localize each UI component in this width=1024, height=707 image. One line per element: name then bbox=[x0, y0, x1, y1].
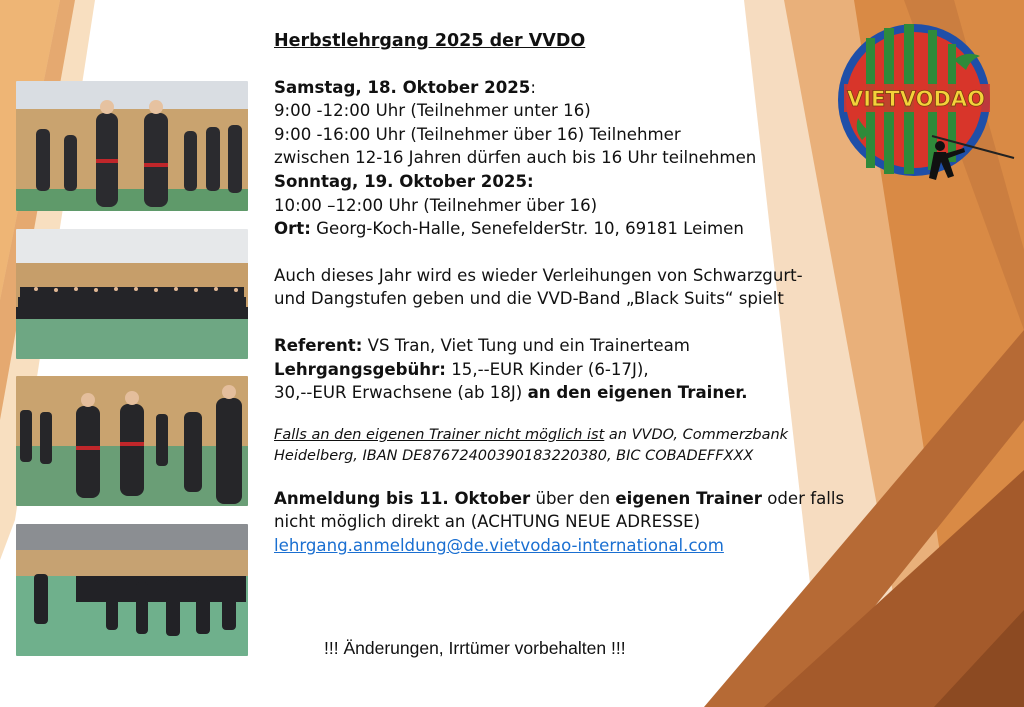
vietvodao-logo-icon bbox=[836, 20, 1016, 202]
page-title: Herbstlehrgang 2025 der VVDO bbox=[274, 31, 586, 51]
photo-group bbox=[16, 229, 248, 359]
photo-training-demo bbox=[16, 81, 248, 211]
logo-text: VIETVODAO bbox=[846, 87, 986, 111]
sunday-time: 10:00 –12:00 Uhr (Teilnehmer über 16) bbox=[274, 195, 598, 215]
registration-email-link[interactable]: lehrgang.anmeldung@de.vietvodao-international.com bbox=[274, 535, 724, 555]
sunday-heading: Sonntag, 19. Oktober 2025: bbox=[274, 171, 534, 191]
saturday-time-2: 9:00 -16:00 Uhr (Teilnehmer über 16) Teilnehmer bbox=[274, 124, 681, 144]
photo-hall-lines bbox=[16, 524, 248, 656]
saturday-note: zwischen 12-16 Jahren dürfen auch bis 16 Uhr teilnehmen bbox=[274, 148, 757, 168]
saturday-heading: Samstag, 18. Oktober 2025: bbox=[274, 77, 536, 97]
photo-technique bbox=[16, 376, 248, 506]
location: Ort: Georg-Koch-Halle, SenefelderStr. 10, 69181 Leimen bbox=[274, 219, 744, 239]
registration-line-2: nicht möglich direkt an (ACHTUNG NEUE ADRESSE) bbox=[274, 512, 701, 532]
registration-line-1: Anmeldung bis 11. Oktober über den eigenen Trainer oder falls bbox=[274, 488, 845, 508]
info-line-1: Auch dieses Jahr wird es wieder Verleihungen von Schwarzgurt- bbox=[274, 265, 803, 285]
referent: Referent: VS Tran, Viet Tung und ein Trainerteam bbox=[274, 335, 690, 355]
info-line-2: und Dangstufen geben und die VVD-Band „Black Suits“ spielt bbox=[274, 289, 784, 309]
disclaimer: !!! Änderungen, Irrtümer vorbehalten !!! bbox=[324, 638, 626, 658]
bank-details: Falls an den eigenen Trainer nicht möglich ist an VVDO, Commerzbank Heidelberg, IBAN DE87672400390183220380, BIC COBADEFFXXX bbox=[274, 426, 789, 464]
event-details bbox=[274, 30, 874, 558]
saturday-time-1: 9:00 -12:00 Uhr (Teilnehmer unter 16) bbox=[274, 101, 591, 121]
fee-line-1: Lehrgangsgebühr: 15,--EUR Kinder (6-17J), bbox=[274, 359, 649, 379]
fee-line-2: 30,--EUR Erwachsene (ab 18J) an den eigenen Trainer. bbox=[274, 383, 748, 403]
